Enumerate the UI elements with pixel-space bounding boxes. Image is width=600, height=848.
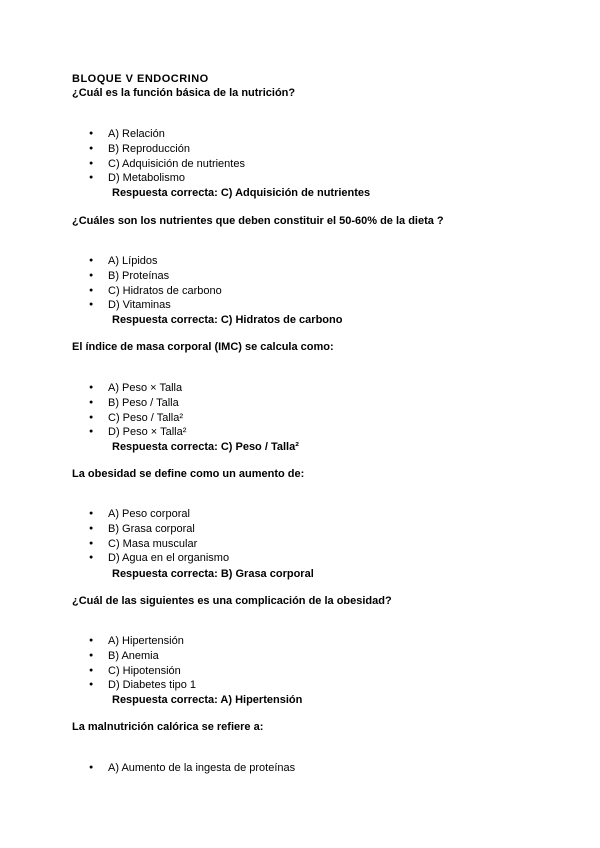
answer-3: Respuesta correcta: C) Peso / Talla² xyxy=(112,441,299,453)
option-5c: ● C) Hipotensión xyxy=(0,664,196,679)
question-3: El índice de masa corporal (IMC) se calcula como: xyxy=(72,341,334,353)
options-list-5 xyxy=(0,634,196,693)
option-3c: ● C) Peso / Talla² xyxy=(0,411,186,426)
option-1d: ● D) Metabolismo xyxy=(0,171,245,186)
options-list-3 xyxy=(0,381,186,440)
option-2b: ● B) Proteínas xyxy=(0,269,222,284)
option-4c: ● C) Masa muscular xyxy=(0,537,229,552)
answer-4: Respuesta correcta: B) Grasa corporal xyxy=(112,568,314,580)
question-1: ¿Cuál es la función básica de la nutrición? xyxy=(72,87,296,99)
option-4a: ● A) Peso corporal xyxy=(0,507,229,522)
option-2c: ● C) Hidratos de carbono xyxy=(0,284,222,299)
option-1a: ● A) Relación xyxy=(0,127,245,142)
answer-5: Respuesta correcta: A) Hipertensión xyxy=(112,694,303,706)
question-4: La obesidad se define como un aumento de: xyxy=(72,468,305,480)
option-5a: ● A) Hipertensión xyxy=(0,634,196,649)
option-4b: ● B) Grasa corporal xyxy=(0,522,229,537)
option-4d: ● D) Agua en el organismo xyxy=(0,551,229,566)
option-1b: ● B) Reproducción xyxy=(0,142,245,157)
option-2d: ● D) Vitaminas xyxy=(0,298,222,313)
block-title: BLOQUE V ENDOCRINO xyxy=(72,73,209,85)
options-list-1 xyxy=(0,127,245,186)
question-5: ¿Cuál de las siguientes es una complicación de la obesidad? xyxy=(72,595,392,607)
option-5d: ● D) Diabetes tipo 1 xyxy=(0,678,196,693)
options-list-6 xyxy=(0,761,295,776)
option-5b: ● B) Anemia xyxy=(0,649,196,664)
option-3a: ● A) Peso × Talla xyxy=(0,381,186,396)
answer-2: Respuesta correcta: C) Hidratos de carbono xyxy=(112,314,343,326)
option-3b: ● B) Peso / Talla xyxy=(0,396,186,411)
question-6: La malnutrición calórica se refiere a: xyxy=(72,721,264,733)
options-list-4 xyxy=(0,507,229,566)
option-3d: ● D) Peso × Talla² xyxy=(0,425,186,440)
question-2: ¿Cuáles son los nutrientes que deben constituir el 50-60% de la dieta ? xyxy=(72,215,444,227)
option-6a: ● A) Aumento de la ingesta de proteínas xyxy=(0,761,295,776)
answer-1: Respuesta correcta: C) Adquisición de nutrientes xyxy=(112,187,371,199)
options-list-2 xyxy=(0,254,222,313)
option-2a: ● A) Lípidos xyxy=(0,254,222,269)
option-1c: ● C) Adquisición de nutrientes xyxy=(0,157,245,172)
